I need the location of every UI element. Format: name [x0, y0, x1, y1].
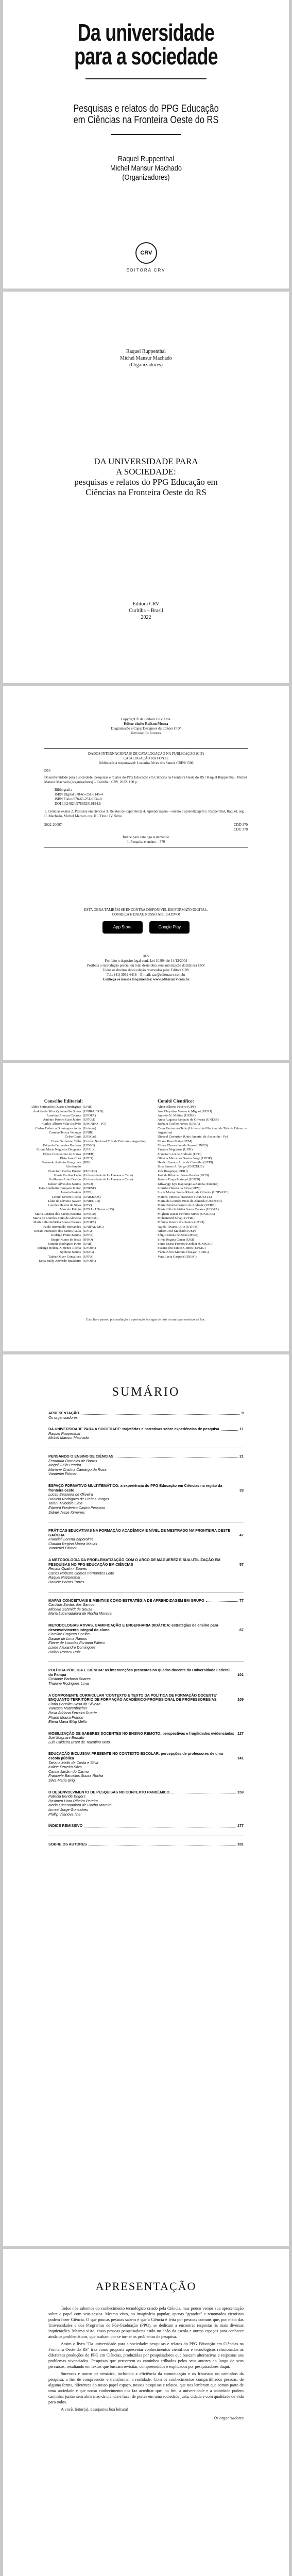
council-member: Carlos Federico Domínguez Avila (Unieuro) — [35, 1126, 96, 1130]
toc-entry-author: Kaline Ferreira Silva — [48, 1765, 82, 1770]
toc-entry[interactable] — [48, 1454, 244, 1477]
toc-entry-page: 77 — [239, 1598, 244, 1603]
committee-member: Ana Chrystina Venancio Mignot (UERJ) — [158, 1109, 212, 1113]
toc-entry-author: Renata Quatrini Soares — [48, 1566, 88, 1571]
toc-entry[interactable] — [48, 1790, 244, 1817]
committee-member: Inês Bragança (UERJ) — [158, 1169, 188, 1173]
toc-entry-author: Cristiane Barbosa Soares — [48, 1676, 91, 1682]
peer-review-note: Este livro passou por avaliação e aprovação às cegas de dois ou mais pareceristas ad hoc. — [86, 1318, 206, 1321]
toc-entry-page: 57 — [239, 1562, 244, 1567]
copyright-credits: Copyright © da Editora CRV Ltda. Editor-chefe: Railson Moura Diagramação e Capa: Designers da Editora CRV Revisão: Os Autores — [111, 717, 181, 735]
toc-entry-page: 11 — [239, 1427, 244, 1432]
council-member: Sydione Santos (UEPG) — [60, 1250, 94, 1255]
toc-entry[interactable] — [48, 1824, 244, 1828]
toc-entry-title: EDUCAÇÃO INCLUSIVA PRESENTE NO CONTEXTO ESCOLAR: percepções de professores de uma escola pública — [48, 1751, 223, 1761]
council-member: Tania Suely Azevedo Brasileiro (UFOPA) — [38, 1259, 96, 1263]
toc-entry-author: Eliane de Lourdes Fontana Piffero — [48, 1640, 105, 1646]
committee-member: Mohammed Elhajji (UFRJ) — [158, 1216, 195, 1221]
toc-entry-title: MOBILIZAÇÃO DE SABERES DOCENTES NO ENSINO REMOTO: perspectivas e fragilidades evidenciadas — [48, 1731, 234, 1736]
toc-entry-page: 177 — [237, 1823, 244, 1828]
council-member: Fernando Antônio Gonçalves Alcoforado (IPB) — [41, 1161, 91, 1169]
toc-entry-author: Daiane de Lima Ramos — [48, 1636, 88, 1641]
council-member: Elione Maria Nogueira Diogenes (UFAL) — [36, 1148, 94, 1152]
toc-entry-title: APRESENTAÇÃO — [48, 1411, 79, 1415]
toc-entry-author: Fernanda Dorneles de Barros — [48, 1458, 97, 1463]
committee-member: Cesar Gerónimo Tello (Universidad Nacional de Três de Febrero – Argentina) — [158, 1126, 247, 1135]
committee-member: Najela Tavares Ujiie (UTFPR) — [158, 1225, 199, 1229]
toc-entry-author: Carlos Roberto Gomes Fernandes Leite — [48, 1570, 114, 1575]
committee-member: Marcos Vinicius Francisco (UNOESTE) — [158, 1195, 212, 1199]
committee-member: Barbara Coelho Neves (UFBA) — [158, 1122, 200, 1126]
cover-title: Da universidade para a sociedade — [74, 19, 218, 70]
committee-member: Altair Alberto Fávero (UPF) — [158, 1105, 196, 1109]
title-page-title: DA UNIVERSIDADE PARA A SOCIEDADE: pesquisas e relatos do PPG Educação em Ciências na Fronteira Oeste do RS — [74, 456, 218, 497]
toc-entry[interactable] — [48, 1411, 244, 1420]
toc-entry[interactable] — [48, 1752, 244, 1783]
toc-entry-author: Rosa Adriana Ferreira Duarte — [48, 1710, 97, 1715]
committee-member: Diosnel Centurion (Univ Americ. de Asunción – Py) — [158, 1135, 228, 1139]
toc-entry-author: Vanderlei Folmer — [48, 1546, 77, 1551]
toc-entry-page: 181 — [237, 1841, 244, 1846]
council-member: Jailson Alves dos Santos (UFRJ) — [47, 1182, 93, 1186]
council-member: Francisco Carlos Duarte (PUC-PR) — [48, 1169, 97, 1173]
committee-member: Eliane Rose Maio (UEM) — [158, 1139, 192, 1143]
council-member: Carlos Alberto Vilar Estêvão (UMINHO – PT) — [42, 1122, 107, 1126]
committee-member: Maria Lília Imbiriba Sousa Colares (UFOPA) — [158, 1208, 219, 1212]
toc-entry-title: A COMPONENTE CURRICULAR 'CONTEXTO E TEXTO DA POLÍTICA DE FORMAÇÃO DOCENTE' ENQUANTO TERRITÓRIO DE FORMAÇÃO ACADÊMICO-PROFISSIONAL DE PROFESSORES/AS — [48, 1692, 217, 1702]
toc-entry[interactable] — [48, 1599, 244, 1616]
toc-entry-author: Raquel Ruppenthal — [48, 1431, 80, 1436]
committee-member: Maria Eurácia Barreto de Andrade (UFRB) — [158, 1204, 216, 1208]
presentation-paragraph: A você, leitor(a), desejamos boa leitura! — [61, 2407, 129, 2412]
committee-member: Jussara Fraga Portugal (UNEB) — [158, 1178, 200, 1182]
cip-record: DADOS INTERNACIONAIS DE CATALOGAÇÃO NA PUBLICAÇÃO (CIP) CATALOGAÇÃO NA FONTE Bibliotecária responsável: Luzenira Alves dos Santos CRB9/1506 D54 Da universidade para a sociedade: pesquisas e relatos do PPG Educação em Ciências na Fronteira Oeste do RS / Raquel Ruppenthal, Michel Mansur Machado (organizadores) – Curitiba : CRV, 2022. 190 p. Bibliografia ISBN Digital 978-65-251-9145-4 ISBN Físico 978-65-251-9134-8 DOI 10.24824/978652519134.8 1. Ciências exatas 2. Pesquisa em ciências 3. Relatos de experiência 4. Aprendizagem – ensino e aprendizagem I. Ruppenthal, Raquel, org. II. Machado, Michel Mansur, org. III. Título IV. Série. 2022-20097 CDD 370 CDU 370 Índice para catálogo sistemático 1. Pesquisa e ensino – 370 — [44, 748, 248, 848]
toc-entry-title: ÍNDICE REMISSIVO — [48, 1823, 83, 1828]
toc-entry[interactable] — [48, 1427, 244, 1440]
council-member: Maria Lília Imbiriba Sousa Colares (UFOPA) — [33, 1221, 96, 1225]
toc-entry-author: Lucas Sequeira de Oliveira — [48, 1492, 93, 1497]
council-member: Lídia de Oliveira Xavier (UNIEURO) — [48, 1199, 100, 1203]
toc-entry-page: 127 — [237, 1731, 244, 1736]
toc-entry-author: Vanderlei Folmer — [48, 1471, 77, 1477]
toc-entry-author: Luiz Caldeira Brant de Tolentino Neto — [48, 1739, 110, 1744]
committee-member: Ilma Passos A. Veiga (UNICEUB) — [158, 1165, 204, 1169]
editorial-council-page — [3, 1063, 289, 1351]
table-of-contents — [48, 1411, 244, 1854]
council-member: Guillermo Arias Beatón (Universidade de La Havana – Cuba) — [48, 1178, 133, 1182]
toc-entry-title: METODOLOGIAS ATIVAS, GAMIFICAÇÃO E ENGENHARIA DIDÁTICA: estratégias de ensino para desenvolvimento integral do aluno — [48, 1623, 218, 1632]
crv-logo-caption: EDITORA CRV — [126, 268, 166, 273]
council-member: Simone Rodrigues Pinto (UNB) — [48, 1242, 93, 1246]
google-play-badge[interactable]: Google Play — [149, 921, 190, 934]
toc-entry-title: PENSANDO O ENSINO DE CIÊNCIAS — [48, 1453, 114, 1459]
title-page-authors: Raquel Ruppenthal Michel Mansur Machado (Organizadores) — [119, 349, 173, 368]
toc-entry-page: 101 — [237, 1672, 244, 1677]
council-member: Andréia da Silva Quintanilha Sousa (UNIR/UFRN) — [32, 1109, 104, 1113]
toc-entry-author: Franciele Barcellos Souza Rocha — [48, 1773, 104, 1778]
toc-leader — [81, 1414, 240, 1415]
book-cover — [3, 0, 289, 289]
toc-entry-title: O DESENVOLVIMENTO DE PESQUISAS NO CONTEXTO PANDÊMICO — [48, 1789, 170, 1794]
council-member: Rodrigo Pratte-Santos (UFES) — [51, 1233, 94, 1238]
council-member: Celso Conti (UFSCar) — [65, 1135, 96, 1139]
toc-entry-author: Maria Lucenadaiara de Rocha Moreira — [48, 1803, 112, 1808]
presentation-paragraph: Sucessos e outros de temática, incluindo a eficiência da comunicação e os fracassos no caminhos da pesquisa, a fim de compreender e transformar a realidade. Com os conhecimentos compartilhados pessoas, de alguma forma, diferentes do nosso papel espaço, nossas pesquisas e relatos, que nos lembram que somos parte de uma sociedade e que nosso conhecimento nos faz acreditar que, no fim, a universidade e a sociedade podem caminhar juntas sem abrir mão da ciência e fazer de portes em uma sociedade justa, cidadã e com qualidade de vida para todos. — [48, 2371, 244, 2404]
app-store-badge[interactable]: App Store — [102, 921, 143, 934]
toc-entry-author: Francieli Lorena Zaporolrss — [48, 1537, 94, 1542]
toc-entry-author: Carine Jardim do Carmo — [48, 1769, 89, 1774]
toc-entry[interactable] — [48, 1732, 244, 1745]
ebook-note: ESTA OBRA TAMBÉM SE ENCONTRA DISPONÍVEL EM FORMATO DIGITAL. CONHEÇA E BAIXE NOSSO APLICATIVO! App Store Google Play — [44, 908, 248, 934]
toc-entry-page: 33 — [239, 1487, 244, 1493]
toc-entry[interactable] — [48, 1623, 244, 1654]
toc-entry[interactable] — [48, 1558, 244, 1585]
council-member: Solange Helena Ximenes-Rocha (UFOPA) — [37, 1246, 96, 1250]
toc-entry-author: Tatiana Mello de Costa e Silva — [48, 1760, 98, 1765]
toc-entry-author: Cintia Bertolim Rosa da Silveira — [48, 1701, 101, 1706]
council-member: Josania Portela (UFPI) — [60, 1191, 93, 1195]
committee-member: Nilson José Machado (USP) — [158, 1229, 196, 1233]
presentation-signature: Os organizadores — [214, 2416, 244, 2420]
council-member: Maria Cristina dos Santos Bezerra (UFSCar) — [35, 1212, 96, 1216]
toc-entry-author: Michel Mansur Machado — [48, 1435, 89, 1440]
toc-entry-author: Daniela Rodrigues de Freitas Vargas — [48, 1496, 109, 1501]
toc-entry-author: Lizete Alexandre Domingues — [48, 1645, 96, 1650]
committee-member: Mônica Pereira dos Santos (UFRJ) — [158, 1221, 204, 1225]
toc-entry-author: Sidnei Jessé Ximenes — [48, 1510, 85, 1515]
toc-entry-author: Magali Félix Pereira — [48, 1463, 81, 1468]
toc-entry-page: 141 — [237, 1756, 244, 1761]
committee-member: Helder Buenos Aires de Carvalho (UFPI) — [158, 1161, 213, 1165]
toc-entry[interactable] — [48, 1668, 244, 1686]
toc-entry[interactable] — [48, 1842, 244, 1847]
council-member: Élsio José Corá (UFFS) — [60, 1156, 93, 1160]
summary-title: SUMÁRIO — [112, 1385, 180, 1399]
committee-member: Míghian Danae Ferreira Nunes (UNILAB) — [158, 1212, 215, 1216]
cover-rule — [111, 134, 181, 135]
presentation-paragraph: Todos nós sabemos do conhecimento tecnológico criado pela Ciência, mas pouco vemos sua apresentação sobre o papel com seus textos. Mesmo visto, no imaginário popular, apenas "grandes" e renomados cientistas podem fazer Ciência. O que poucas pessoas sabem é que a Ciência é feita por pessoas comuns que, por meio das Universidades e dos Programas de Pós-Graduação (PPG), se dedicam a encontrar respostas às mais diversas inquietações. Mesmo visto, essas pessoas pesquisadoras estão no chão da escola e outros espaços para conhecer ainda os problemáticos, que acabam por se tornar os problemas de pesquisa. — [48, 2306, 244, 2339]
council-member: Elizeu Clementino de Souza (UNEB) — [43, 1152, 95, 1156]
toc-entry-author: Mariane Cristina Camargo da Rosa — [48, 1467, 107, 1472]
presentation-text — [48, 2306, 244, 2421]
legal-note: 2022 Foi feito o depósito legal conf. Lei 10.994 de 14/12/2004 Proibida a reprodução parcial ou total desta obra sem autorização da Editora CRV Todos os direitos desta edição reservados pela: Editora CRV Tel.: (41) 3039-6418 – E-mail: sac@editoracrv.com.br Conheça os nossos lançamentos: www.editoracrv.com.br — [87, 954, 205, 981]
toc-entry-title: SOBRE OS AUTORES — [48, 1841, 87, 1846]
council-member: Maria de Lourdes Pinto de Almeida (UNOESC) — [33, 1216, 99, 1221]
toc-entry-author: Os organizadores — [48, 1415, 78, 1420]
toc-entry-page: 21 — [239, 1453, 244, 1459]
toc-entry-author: Edward Frederico Castro Pessano — [48, 1505, 105, 1510]
toc-entry-author: Phaon Moura Franco — [48, 1715, 83, 1720]
toc-entry-title: PRÁTICAS EDUCATIVAS NA FORMAÇÃO ACADÊMICA E NÍVEL DE MESTRADO NA FRONTEIRA OESTE GAÚCHA — [48, 1528, 231, 1537]
toc-entry[interactable] — [48, 1529, 244, 1551]
table-of-contents-page — [3, 1354, 289, 2246]
toc-leader — [206, 1601, 238, 1602]
toc-entry-author: Caroline Cogieco Coelho — [48, 1632, 90, 1637]
committee-member: Sonia Maria Ferreira Koehler (UNISAL) — [158, 1242, 213, 1246]
toc-entry-author: Phillip Vilanova Ilha — [48, 1811, 81, 1817]
committee-member: Kilwangy Kya Kapitango-a-Samba (Unemat) — [158, 1182, 219, 1186]
toc-entry-author: Vanessa Matzenbacher — [48, 1706, 88, 1711]
cover-subtitle: Pesquisas e relatos do PPG Educação em Ciências na Fronteira Oeste do RS — [73, 103, 219, 126]
toc-entry-title: MAPAS CONCEITUAIS E MENTAIS COMO ESTRATÉGIA DE APRENDIZAGEM EM GRUPO — [48, 1598, 204, 1603]
committee-member: Lucia Marisy Souza Ribeiro de Oliveira (UNIVASF) — [158, 1191, 229, 1195]
toc-entry-author: Patrícia Bende Engers — [48, 1794, 85, 1799]
committee-member: Maria de Lourdes Pinto de Almeida (UNOESC) — [158, 1199, 222, 1203]
toc-entry-author: Maria Lucenadaiara de Rocha Moreira — [48, 1611, 112, 1616]
toc-entry-author: Silva Maria Grig — [48, 1778, 75, 1783]
toc-entry-author: Thaiane Rodrigues Lima — [48, 1681, 89, 1686]
toc-entry-author: Rosimeri Hora Ribeiro Pereira — [48, 1798, 98, 1803]
toc-entry-author: Claudia Regina Moura Matias — [48, 1541, 97, 1546]
cover-authors: Raquel Ruppenthal Michel Mansur Machado (Organizadores) — [110, 155, 182, 182]
toc-entry-author: Caroline Santos dos Santos — [48, 1602, 95, 1607]
council-member: Paulo Romualdo Hernandes (UNIFAL-MG) — [43, 1225, 104, 1229]
committee-member: Suzana dos Santos Gomes (UFMG) — [158, 1246, 206, 1250]
cover-rule — [85, 78, 207, 79]
committee-member: Sérgio Nunes de Jesus (IFRO) — [158, 1233, 198, 1238]
toc-entry-author: Daniele Barros Torres — [48, 1580, 84, 1585]
council-member: Renato Francisco dos Santos Paula (UFG) — [34, 1229, 92, 1233]
toc-entry-title: DA UNIVERSIDADE PARA A SOCIEDADE: trajetórias e narrativas sobre experiências de pesquisa — [48, 1427, 219, 1432]
copyright-page — [3, 686, 289, 1060]
committee-member: Gláucia Maria dos Santos Jorge (UFOP) — [158, 1156, 212, 1160]
toc-entry-title: POLÍTICA PÚBLICA E CIÊNCIA: as intervenções presentes no quadro docente da Universidade Federal do Pampa — [48, 1668, 230, 1677]
toc-entry[interactable] — [48, 1484, 244, 1515]
title-page-publisher: Editora CRV Curitiba – Brasil 2022 — [129, 601, 163, 620]
toc-entry-author: Raquel Ruppenthal — [48, 1575, 80, 1580]
council-member: Eduardo Fernandes Barbosa (UFMG) — [43, 1143, 95, 1147]
toc-entry-author: Ismael Jorge Gonsalves — [48, 1807, 89, 1812]
committee-member: Vânia Alves Martins Chaigar (FURG) — [158, 1250, 209, 1255]
committee-member: Francisco Ari de Andrade (UFC) — [158, 1152, 202, 1156]
toc-entry-page: 159 — [237, 1789, 244, 1794]
presentation-page — [3, 2249, 289, 2576]
toc-entry[interactable] — [48, 1693, 244, 1724]
toc-entry-title: ESPAÇO FORMATIVO MULTITEMÁTICO: a experiência do PPG Educação em Ciências na região da fronteira oeste — [48, 1483, 222, 1493]
toc-entry-author: Elena Maria Billig Mello — [48, 1719, 87, 1724]
committee-member: Elizeu Clementino de Souza (UNEB) — [158, 1143, 208, 1147]
committee-member: Lourdes Helena da Silva (UFV) — [158, 1186, 201, 1190]
scientific-committee: Comitê Científico: Altair Alberto Fávero (UPF) Ana Chrystina Venancio Mignot (UERJ) Andréia N. Militão (UEMS) Anna Augusta Sampaio de Oliveira (UNESP) Barbara Coelho Neves (UFBA) Cesar Gerónimo Tello (Universidad Nacional de Três de Febrero – Argentina) Diosnel Centurion (Univ Americ. de Asunción – Py) Eliane Rose Maio (UEM) Elizeu Clementino de Souza (UNEB) Fauston Negreiros (UFPI) Francisco Ari de Andrade (UFC) Gláucia Maria dos Santos Jorge (UFOP) Helder Buenos Aires de Carvalho (UFPI) Ilma Passos A. Veiga (UNICEUB) Inês Bragança (UERJ) José de Ribamar Sousa Pereira (UCB) Jussara Fraga Portugal (UNEB) Kilwangy Kya Kapitango-a-Samba (Unemat) Lourdes Helena da Silva (UFV) Lucia Marisy Souza Ribeiro de Oliveira (UNIVASF) Marcos Vinicius Francisco (UNOESTE) Maria de Lourdes Pinto de Almeida (UNOESC) Maria Eurácia Barreto de Andrade (UFRB) Maria Lília Imbiriba Sousa Colares (UFOPA) Míghian Danae Ferreira Nunes (UNILAB) Mohammed Elhajji (UFRJ) Mônica Pereira dos Santos (UFRJ) Najela Tavares Ujiie (UTFPR) Nilson José Machado (USP) Sérgio Nunes de Jesus (IFRO) Silvia Regina Canan (URI) Sonia Maria Ferreira Koehler (UNISAL) Suzana dos Santos Gomes (UFMG) Vânia Alves Martins Chaigar (FURG) Vera Lucia Gaspar (UDESC) — [158, 1099, 261, 1259]
toc-leader — [221, 1430, 238, 1431]
council-member: Antônio Pereira Gaio Júnior (UFRRJ) — [43, 1118, 95, 1122]
council-member: Aldira Guimarães Duarte Domínguez (UNB) — [30, 1105, 93, 1109]
council-member: João Adalberto Campato Junior (UNESP) — [38, 1186, 96, 1190]
committee-member: Fauston Negreiros (UFPI) — [158, 1148, 193, 1152]
council-member: Tadeu Oliver Gonçalves (UFPA) — [48, 1255, 94, 1259]
toc-entry-title: A METODOLOGIA DA PROBLEMATIZAÇÃO COM O ARCO DE MAGUEREZ E SUA UTILIZAÇÃO EM PESQUISAS NO PPG EDUCAÇÃO EM CIÊNCIAS — [48, 1557, 220, 1567]
toc-entry-author: Taiani Thiodalo Lima — [48, 1501, 83, 1506]
title-page — [3, 292, 289, 683]
toc-entry-page: 87 — [239, 1627, 244, 1632]
toc-entry-author: Rafael Romeu Ruiz — [48, 1649, 81, 1654]
editorial-council: Conselho Editorial: Aldira Guimarães Duarte Domínguez (UNB) Andréia da Silva Quintanilha Sousa (UNIR/UFRN) Anselmo Alencar Colares (UFOPA) Antônio Pereira Gaio Júnior (UFRRJ) Carlos Alberto Vilar Estêvão (UMINHO – PT) Carlos Federico Domínguez Avila (Unieuro) Carmen Tereza Velanga (UNIR) Celso Conti (UFSCar) Cesar Gerónimo Tello (Univer. Nacional Três de Febrero – Argentina) Eduardo Fernandes Barbosa (UFMG) Elione Maria Nogueira Diogenes (UFAL) Elizeu Clementino de Souza (UNEB) Élsio José Corá (UFFS) Fernando Antônio Gonçalves Alcoforado (IPB) Francisco Carlos Duarte (PUC-PR) Gloria Fariñas León (Universidade de La Havana – Cuba) Guillermo Arias Beatón (Universidade de La Havana – Cuba) Jailson Alves dos Santos (UFRJ) João Adalberto Campato Junior (UNESP) Josania Portela (UFPI) Leonel Severo Rocha (UNISINOS) Lídia de Oliveira Xavier (UNIEURO) Lourdes Helena da Silva (UFV) Marcelo Paixão (UFRJ e UTexas – US) Maria Cristina dos Santos Bezerra (UFSCar) Maria de Lourdes Pinto de Almeida (UNOESC) Maria Lília Imbiriba Sousa Colares (UFOPA) Paulo Romualdo Hernandes (UNIFAL-MG) Renato Francisco dos Santos Paula (UFG) Rodrigo Pratte-Santos (UFES) Sérgio Nunes de Jesus (IFRO) Simone Rodrigues Pinto (UNB) Solange Helena Ximenes-Rocha (UFOPA) Sydione Santos (UEPG) Tadeu Oliver Gonçalves (UFPA) Tania Suely Azevedo Brasileiro (UFOPA) — [29, 1099, 165, 1263]
committee-member: Vera Lucia Gaspar (UDESC) — [158, 1255, 197, 1259]
council-member: Gloria Fariñas León (Universidade de La Havana – Cuba) — [54, 1174, 133, 1178]
council-member: Marcelo Paixão (UFRJ e UTexas – US) — [60, 1208, 114, 1212]
council-member: Sérgio Nunes de Jesus (IFRO) — [50, 1238, 93, 1242]
toc-entry-page: 109 — [237, 1697, 244, 1702]
committee-member: Andréia N. Militão (UEMS) — [158, 1113, 196, 1117]
committee-member: José de Ribamar Sousa Pereira (UCB) — [158, 1174, 209, 1178]
committee-member: Silvia Regina Canan (URI) — [158, 1238, 194, 1242]
council-member: Anselmo Alencar Colares (UFOPA) — [46, 1113, 96, 1117]
council-member: Cesar Gerónimo Tello (Univer. Nacional Três de Febrero – Argentina) — [51, 1139, 147, 1143]
council-member: Carmen Tereza Velanga (UNIR) — [49, 1131, 94, 1135]
toc-entry-page: 47 — [239, 1532, 244, 1537]
committee-member: Anna Augusta Sampaio de Oliveira (UNESP) — [158, 1118, 219, 1122]
presentation-paragraph: Assim o livro "Da universidade para a sociedade: pesquisas e relatos do PPG Educação em Ciências na Fronteira Oeste do RS" traz como proposta apresentar conhecimentos científicos e tecnológicos relacionados às diferentes produções do PPG em Ciências, produzidas por pesquisadores que buscam alternativas e respostas aos problemas vivenciados. Pesquisas que percorrem os caminhos trilhados pelos seus autores ao longo de seus percursos, resultando em textos que buscam revisitar, compreendidos e explicados por pesquisadores daqui. — [48, 2342, 244, 2369]
toc-entry-author: Joel Magnani Brusato — [48, 1735, 84, 1740]
council-member: Leonel Severo Rocha (UNISINOS) — [52, 1195, 101, 1199]
toc-entry-author: Michele Schmidt de Souza — [48, 1606, 93, 1612]
crv-logo-icon: CRV — [135, 242, 157, 264]
toc-entry-page: 9 — [242, 1411, 244, 1415]
council-member: Lourdes Helena da Silva (UFV) — [47, 1204, 92, 1208]
presentation-title: APRESENTAÇÃO — [95, 2280, 197, 2293]
